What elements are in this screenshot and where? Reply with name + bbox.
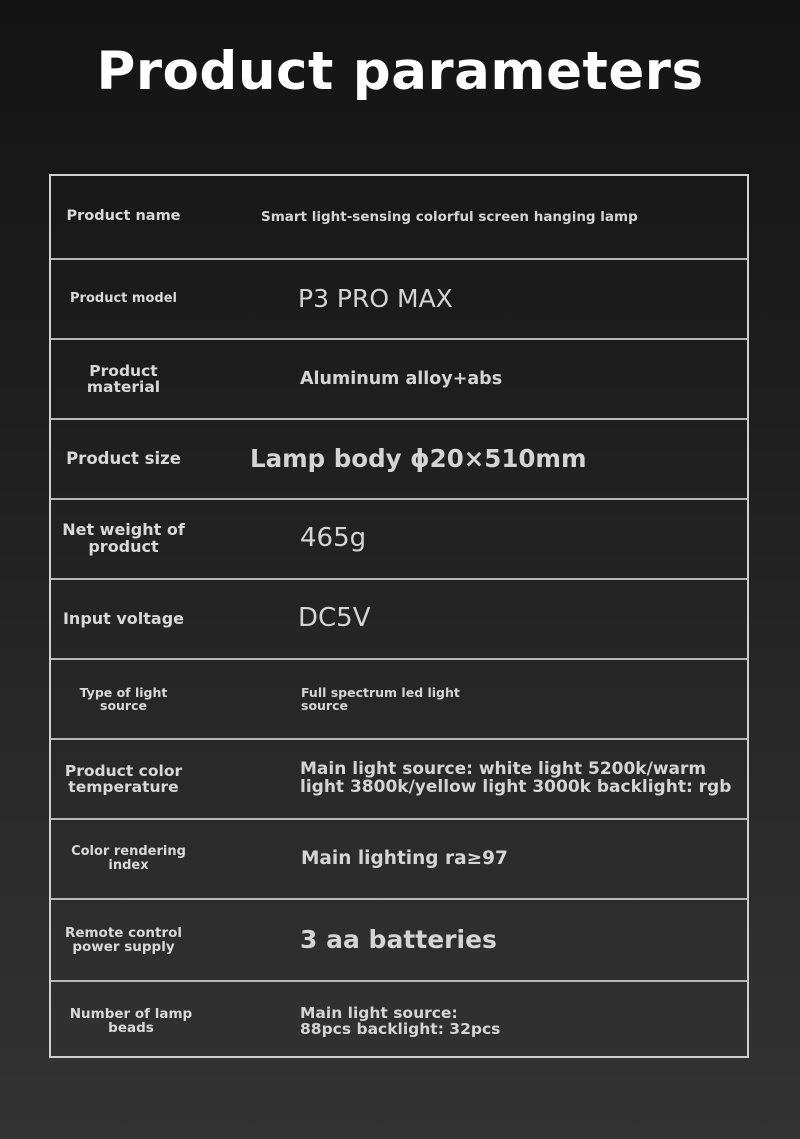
row-label: Type of light source	[79, 684, 168, 713]
table-row-net-weight	[51, 500, 749, 580]
table-row-remote-power	[51, 900, 749, 982]
row-value: Smart light-sensing colorful screen hanging lamp	[261, 208, 638, 225]
row-value: Lamp body ɸ20×510mm	[250, 444, 587, 474]
row-label: Remote control power supply	[64, 924, 183, 955]
table-row-input-voltage	[51, 580, 749, 660]
table-row-product-name	[51, 176, 749, 260]
table-row-color-rendering-index	[51, 820, 749, 900]
row-value: 3 aa batteries	[300, 924, 497, 954]
table-row-light-source-type	[51, 660, 749, 740]
row-value: Main lighting ra≥97	[301, 848, 508, 870]
row-label: Product model	[70, 291, 177, 307]
parameters-table	[49, 174, 749, 1058]
table-row-lamp-beads	[51, 982, 749, 1060]
row-label: Input voltage	[62, 608, 185, 628]
row-value: Aluminum alloy+abs	[300, 368, 503, 389]
row-value: Main light source: 88pcs backlight: 32pcs	[300, 1003, 501, 1038]
row-label: Product color temperature	[64, 761, 183, 796]
table-row-product-model	[51, 260, 749, 340]
row-label: Product size	[66, 449, 181, 469]
row-label: Color rendering index	[71, 844, 186, 873]
row-label: Product name	[66, 208, 181, 225]
row-value: 465g	[300, 523, 367, 554]
row-value: Full spectrum led light source	[301, 684, 460, 713]
row-value: Main light source: white light 5200k/warm light 3800k/yellow light 3000k backlight: rgb	[300, 759, 732, 797]
row-label: Number of lamp beads	[69, 1005, 193, 1036]
table-row-color-temperature	[51, 740, 749, 820]
row-value: DC5V	[298, 603, 371, 634]
row-label: Product material	[86, 361, 161, 396]
row-value: P3 PRO MAX	[298, 283, 453, 313]
table-row-product-size	[51, 420, 749, 500]
row-label: Net weight of product	[62, 520, 185, 556]
table-row-product-material	[51, 340, 749, 420]
page-title: Product parameters	[96, 41, 704, 102]
